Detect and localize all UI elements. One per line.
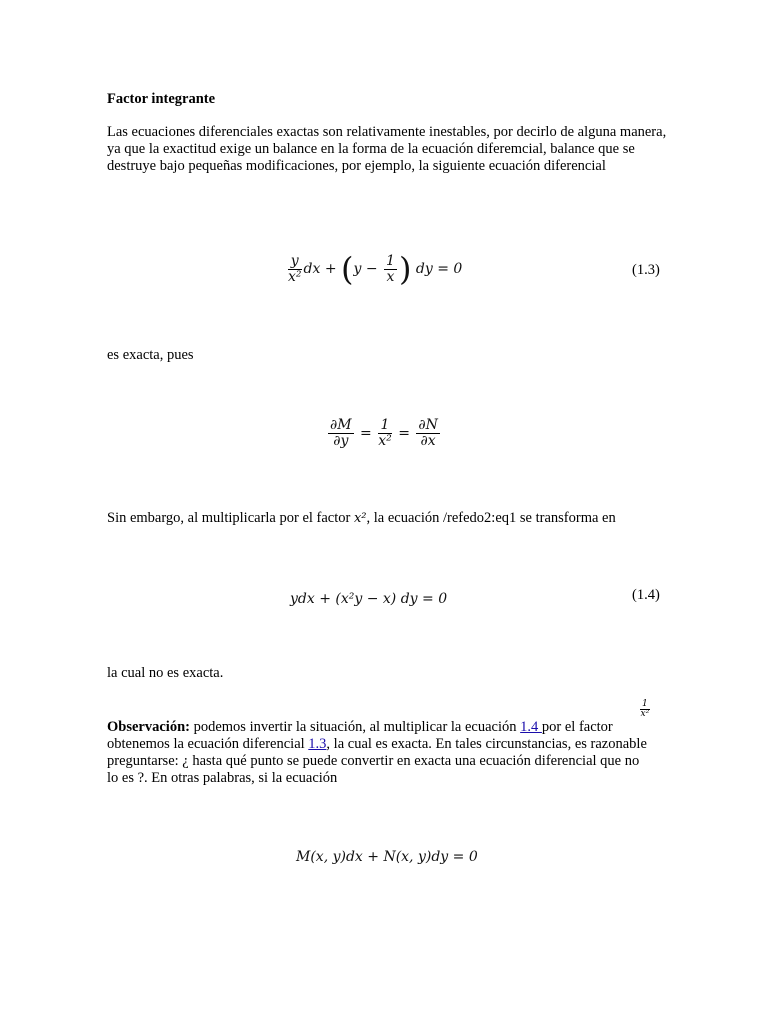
- fraction-y-over-x2: $\frac{y}{\text{x²}}$: [288, 252, 302, 285]
- fraction-dM-dy: $\frac{\partial M}{\partial y}$: [330, 417, 352, 449]
- link-equation-1-4[interactable]: 1.4: [520, 719, 542, 735]
- paragraph-sin-embargo: Sin embargo, al multiplicarla por el factor x², la ecuación /refedo2:eq1 se transforma en: [107, 510, 616, 526]
- fraction-1-over-x2: $\frac{1}{\text{x²}}$: [378, 417, 392, 449]
- equation-number-1-4: (1.4): [632, 587, 660, 603]
- equation-1-3: $\frac{y}{\text{x²}}$ dx + (y − $\frac{1}{x}$ ) dy = 0: [288, 250, 463, 288]
- section-title: Factor integrante: [107, 91, 216, 107]
- paragraph-no-exacta: la cual no es exacta.: [107, 665, 224, 681]
- observation-label: Observación:: [107, 719, 190, 735]
- factor-x2: x²: [353, 511, 367, 526]
- observation-paragraph: Observación: podemos invertir la situación, al multiplicar la ecuación 1.4 por el factor obtenemos la ecuación diferencial 1.3, la cual es exacta. En tales circunstancias, es razonable preguntarse: ¿ hasta qué punto se puede convertir en exacta una ecuación diferencial que no lo es ?. En otras palabras, si la ecuación: [107, 719, 647, 786]
- fraction-1-over-x: $\frac{1}{x}$: [386, 252, 395, 285]
- general-equation: M(x, y)dx + N(x, y)dy = 0: [296, 849, 478, 865]
- factor-1-over-x2: $\frac{1}{\text{x²}}$: [640, 699, 650, 719]
- equation-number-1-3: (1.3): [632, 262, 660, 278]
- paragraph-es-exacta: es exacta, pues: [107, 347, 194, 363]
- equation-1-4: ydx + (x²y − x) dy = 0: [290, 591, 448, 607]
- fraction-dN-dx: $\frac{\partial N}{\partial x}$: [418, 417, 438, 449]
- link-equation-1-3[interactable]: 1.3: [308, 736, 327, 752]
- partial-derivatives-equation: $\frac{\partial M}{\partial y}$ = $\frac{1}{\text{x²}}$ = $\frac{\partial N}{\partial x}$: [330, 417, 438, 449]
- intro-paragraph: Las ecuaciones diferenciales exactas son relativamente inestables, por decirlo de alguna manera, ya que la exactitud exige un balance en la forma de la ecuación diferemcial, balance que se destruye bajo pequeñas modificaciones, por ejemplo, la siguiente ecuación diferencial: [107, 124, 667, 174]
